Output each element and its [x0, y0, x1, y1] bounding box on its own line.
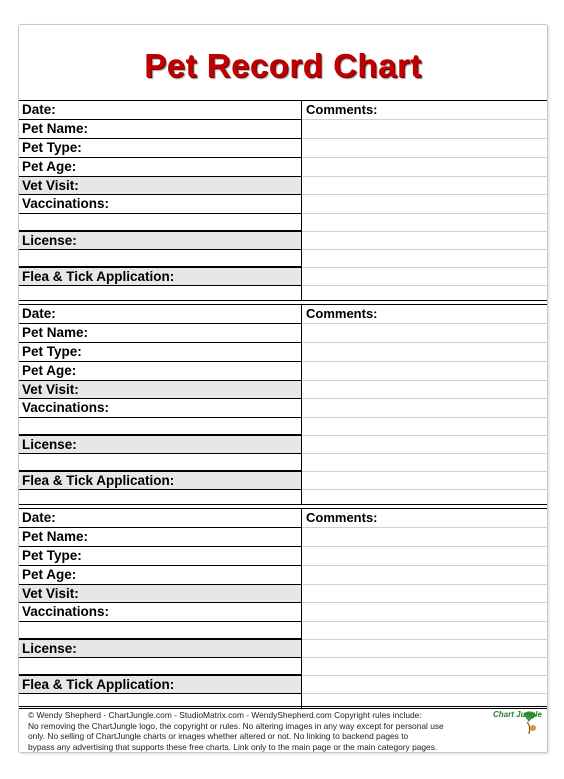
comment-line	[302, 693, 547, 694]
pet-record-page	[18, 24, 548, 753]
comment-line	[302, 398, 547, 399]
comment-line	[302, 267, 547, 268]
vaccinations-label: Vaccinations:	[19, 603, 301, 622]
comments-area	[302, 509, 547, 708]
comment-line	[302, 249, 547, 250]
license-blank-row	[19, 454, 301, 472]
comments-area	[302, 305, 547, 504]
comments-label: Comments:	[306, 102, 378, 117]
comment-line	[302, 489, 547, 490]
comment-line	[302, 675, 547, 676]
comment-line	[302, 157, 547, 158]
comments-label: Comments:	[306, 510, 378, 525]
record-section-2	[19, 304, 547, 505]
pet-age-label: Pet Age:	[19, 158, 301, 177]
pet-age-label: Pet Age:	[19, 362, 301, 381]
comment-line	[302, 657, 547, 658]
vaccinations-label: Vaccinations:	[19, 195, 301, 214]
comment-line	[302, 194, 547, 195]
footer-rules-line: only. No selling of ChartJungle charts or images whether altered or not. No linking to backend pages to	[28, 731, 409, 742]
comments-label: Comments:	[306, 306, 378, 321]
footer-rules-line: bypass any advertising that supports these free charts. Link only to the main page or the main category pages.	[28, 741, 438, 752]
comment-line	[302, 639, 547, 640]
pet-type-label: Pet Type:	[19, 547, 301, 566]
comment-line	[302, 471, 547, 472]
comment-line	[302, 213, 547, 214]
pet-name-label: Pet Name:	[19, 528, 301, 547]
flea-tick-label: Flea & Tick Application:	[19, 268, 301, 286]
flea-tick-label: Flea & Tick Application:	[19, 676, 301, 694]
comment-line	[302, 417, 547, 418]
license-label: License:	[19, 640, 301, 658]
comments-area	[302, 101, 547, 300]
license-label: License:	[19, 232, 301, 250]
vaccinations-blank-row	[19, 214, 301, 232]
vaccinations-blank-row	[19, 622, 301, 640]
vet-visit-label: Vet Visit:	[19, 381, 301, 399]
vaccinations-blank-row	[19, 418, 301, 436]
comment-line	[302, 342, 547, 343]
license-label: License:	[19, 436, 301, 454]
comment-line	[302, 285, 547, 286]
footer-credits: © Wendy Shepherd - ChartJungle.com - StudioMatrix.com - WendyShepherd.com Copyright rules include:	[28, 710, 422, 720]
vet-visit-label: Vet Visit:	[19, 177, 301, 195]
comment-line	[302, 138, 547, 139]
comment-line	[302, 602, 547, 603]
comment-line	[302, 621, 547, 622]
license-blank-row	[19, 658, 301, 676]
comment-line	[302, 119, 547, 120]
pet-type-label: Pet Type:	[19, 139, 301, 158]
license-blank-row	[19, 250, 301, 268]
vet-visit-label: Vet Visit:	[19, 585, 301, 603]
logo-text: Chart Jungle	[493, 710, 542, 719]
comment-line	[302, 453, 547, 454]
comment-line	[302, 546, 547, 547]
date-label: Date:	[19, 305, 301, 324]
record-fields	[19, 101, 302, 300]
comment-line	[302, 584, 547, 585]
comment-line	[302, 565, 547, 566]
pet-type-label: Pet Type:	[19, 343, 301, 362]
record-section-3	[19, 508, 547, 709]
pet-name-label: Pet Name:	[19, 324, 301, 343]
footer-text	[28, 710, 533, 752]
comment-line	[302, 231, 547, 232]
footer-rules-line: No removing the ChartJungle logo, the copyright or rules. No altering images in any way except for personal use	[28, 720, 444, 731]
comment-line	[302, 176, 547, 177]
comment-line	[302, 380, 547, 381]
flea-tick-label: Flea & Tick Application:	[19, 472, 301, 490]
date-label: Date:	[19, 101, 301, 120]
comment-line	[302, 527, 547, 528]
vaccinations-label: Vaccinations:	[19, 399, 301, 418]
record-section-1	[19, 100, 547, 301]
comment-line	[302, 435, 547, 436]
record-fields	[19, 509, 302, 708]
pet-age-label: Pet Age:	[19, 566, 301, 585]
page-title: Pet Record Chart	[144, 47, 422, 84]
comment-line	[302, 361, 547, 362]
comment-line	[302, 323, 547, 324]
date-label: Date:	[19, 509, 301, 528]
record-fields	[19, 305, 302, 504]
copyright-footer	[19, 706, 547, 753]
pet-name-label: Pet Name:	[19, 120, 301, 139]
